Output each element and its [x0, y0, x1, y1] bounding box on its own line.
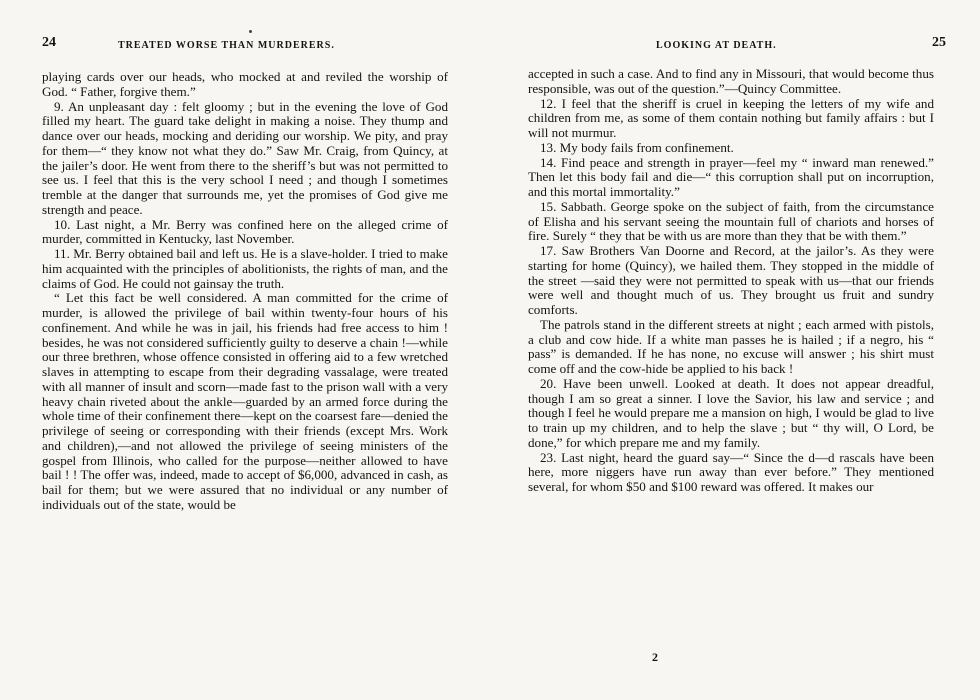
left-page — [42, 0, 448, 700]
left-page-number: 24 — [42, 35, 56, 50]
paragraph: 12. I feel that the sheriff is cruel in keeping the letters of my wife and children from me, as some of them contain nothing but family affairs : but I will not murmur. — [528, 95, 934, 140]
right-page — [528, 0, 946, 700]
paragraph: 11. Mr. Berry obtained bail and left us. He is a slave-holder. I tried to make him acquainted with the principles of abolitionists, the rights of man, and the claims of God. He could not gainsay the truth. — [42, 246, 448, 291]
paragraph: 23. Last night, heard the guard say—“ Since the d—d rascals have been here, more niggers have run away than ever before.” They mentioned several, for whom $50 and $100 reward was offered. It makes our — [528, 449, 934, 494]
paragraph: playing cards over our heads, who mocked at and reviled the worship of God. “ Father, forgive them.” — [42, 69, 448, 99]
paragraph: 15. Sabbath. George spoke on the subject of faith, from the circumstance of Elisha and his servant seeing the mountain full of chariots and horses of fire. Surely “ they that be with us are more than they that be with them.” — [528, 198, 934, 244]
paragraph: 10. Last night, a Mr. Berry was confined here on the alleged crime of murder, committed in Kentucky, last November. — [42, 216, 448, 247]
paragraph: 14. Find peace and strength in prayer—feel my “ inward man renewed.” Then let this body fail and die—“ this corruption shall put on incorruption, and this mortal immortality.” — [528, 154, 934, 199]
left-page-text — [42, 70, 448, 513]
paragraph: 13. My body fails from confinement. — [540, 139, 734, 155]
left-running-head: TREATED WORSE THAN MURDERERS. — [118, 40, 335, 51]
paragraph: The patrols stand in the different streets at night ; each armed with pistols, a club and cow hide. If a white man passes he is hailed ; if a negro, his “ pass” is demanded. If he has none, no excuse will answer ; his shirt must come off and the cow-hide be applied to his back ! — [528, 316, 934, 376]
signature-mark: 2 — [652, 650, 658, 664]
right-page-text — [528, 67, 934, 495]
right-page-header — [528, 35, 946, 58]
right-page-number: 25 — [932, 35, 946, 50]
right-running-head: LOOKING AT DEATH. — [656, 40, 777, 51]
paragraph: 9. An unpleasant day : felt gloomy ; but in the evening the love of God filled my heart. The guard take delight in making a noise. They thump and dance over our heads, mocking and deriding our worship. We pity, and pray for them—“ they know not what they do.” Saw Mr. Craig, from Quincy, at the jailer’s door. He went from there to the sheriff’s but was not permitted to see us. I feel that this is the very school I need ; and though I sometimes tremble at the danger that surrounds me, yet the promises of God give me strength and peace. — [42, 98, 448, 217]
paragraph: 20. Have been unwell. Looked at death. It does not appear dreadful, though I am so great a sinner. I love the Savior, his law and service ; and though I feel he would prepare me a mansion on high, I would be glad to live to train up my children, and to help the slave ; but “ thy will, O Lord, be done,” for which prepare me and my family. — [528, 375, 934, 450]
paragraph: 17. Saw Brothers Van Doorne and Record, at the jailor’s. As they were starting for home (Quincy), we hailed them. They stopped in the middle of the street —said they were not permitted to speak with us—that our friends were well and thought much of us. They brought us fruit and sundry comforts. — [528, 243, 934, 317]
paragraph: “ Let this fact be well considered. A man committed for the crime of murder, is allowed the privilege of bail within twenty-four hours of his confinement. And while he was in jail, his friends had free access to him ! besides, he was not considered sufficiently guilty to deserve a chain !—while our three brethren, whose offence consisted in offering aid to a few wretched slaves in attempting to escape from their degrading vassalage, were treated with all manner of insult and scorn—made fast to the prison wall with a very heavy chain riveted about the ankle—guarded by an armed force during the whole time of their confinement there—kept on the coarsest fare—denied the privilege of seeing or corresponding with their friends (except Mrs. Work and children),—and not allowed the privilege of seeing ministers of the gospel from Illinois, who called for the purpose—neither allowed to have bail ! ! The offer was, indeed, made to accept of $6,000, advanced in cash, as bail for them; but we were assured that no individual or any number of individuals out of the state, would be — [42, 290, 448, 512]
paragraph: accepted in such a case. And to find any in Missouri, that would become thus responsible, was out of the question.”—Quincy Committee. — [528, 66, 934, 96]
left-page-header — [42, 35, 448, 58]
